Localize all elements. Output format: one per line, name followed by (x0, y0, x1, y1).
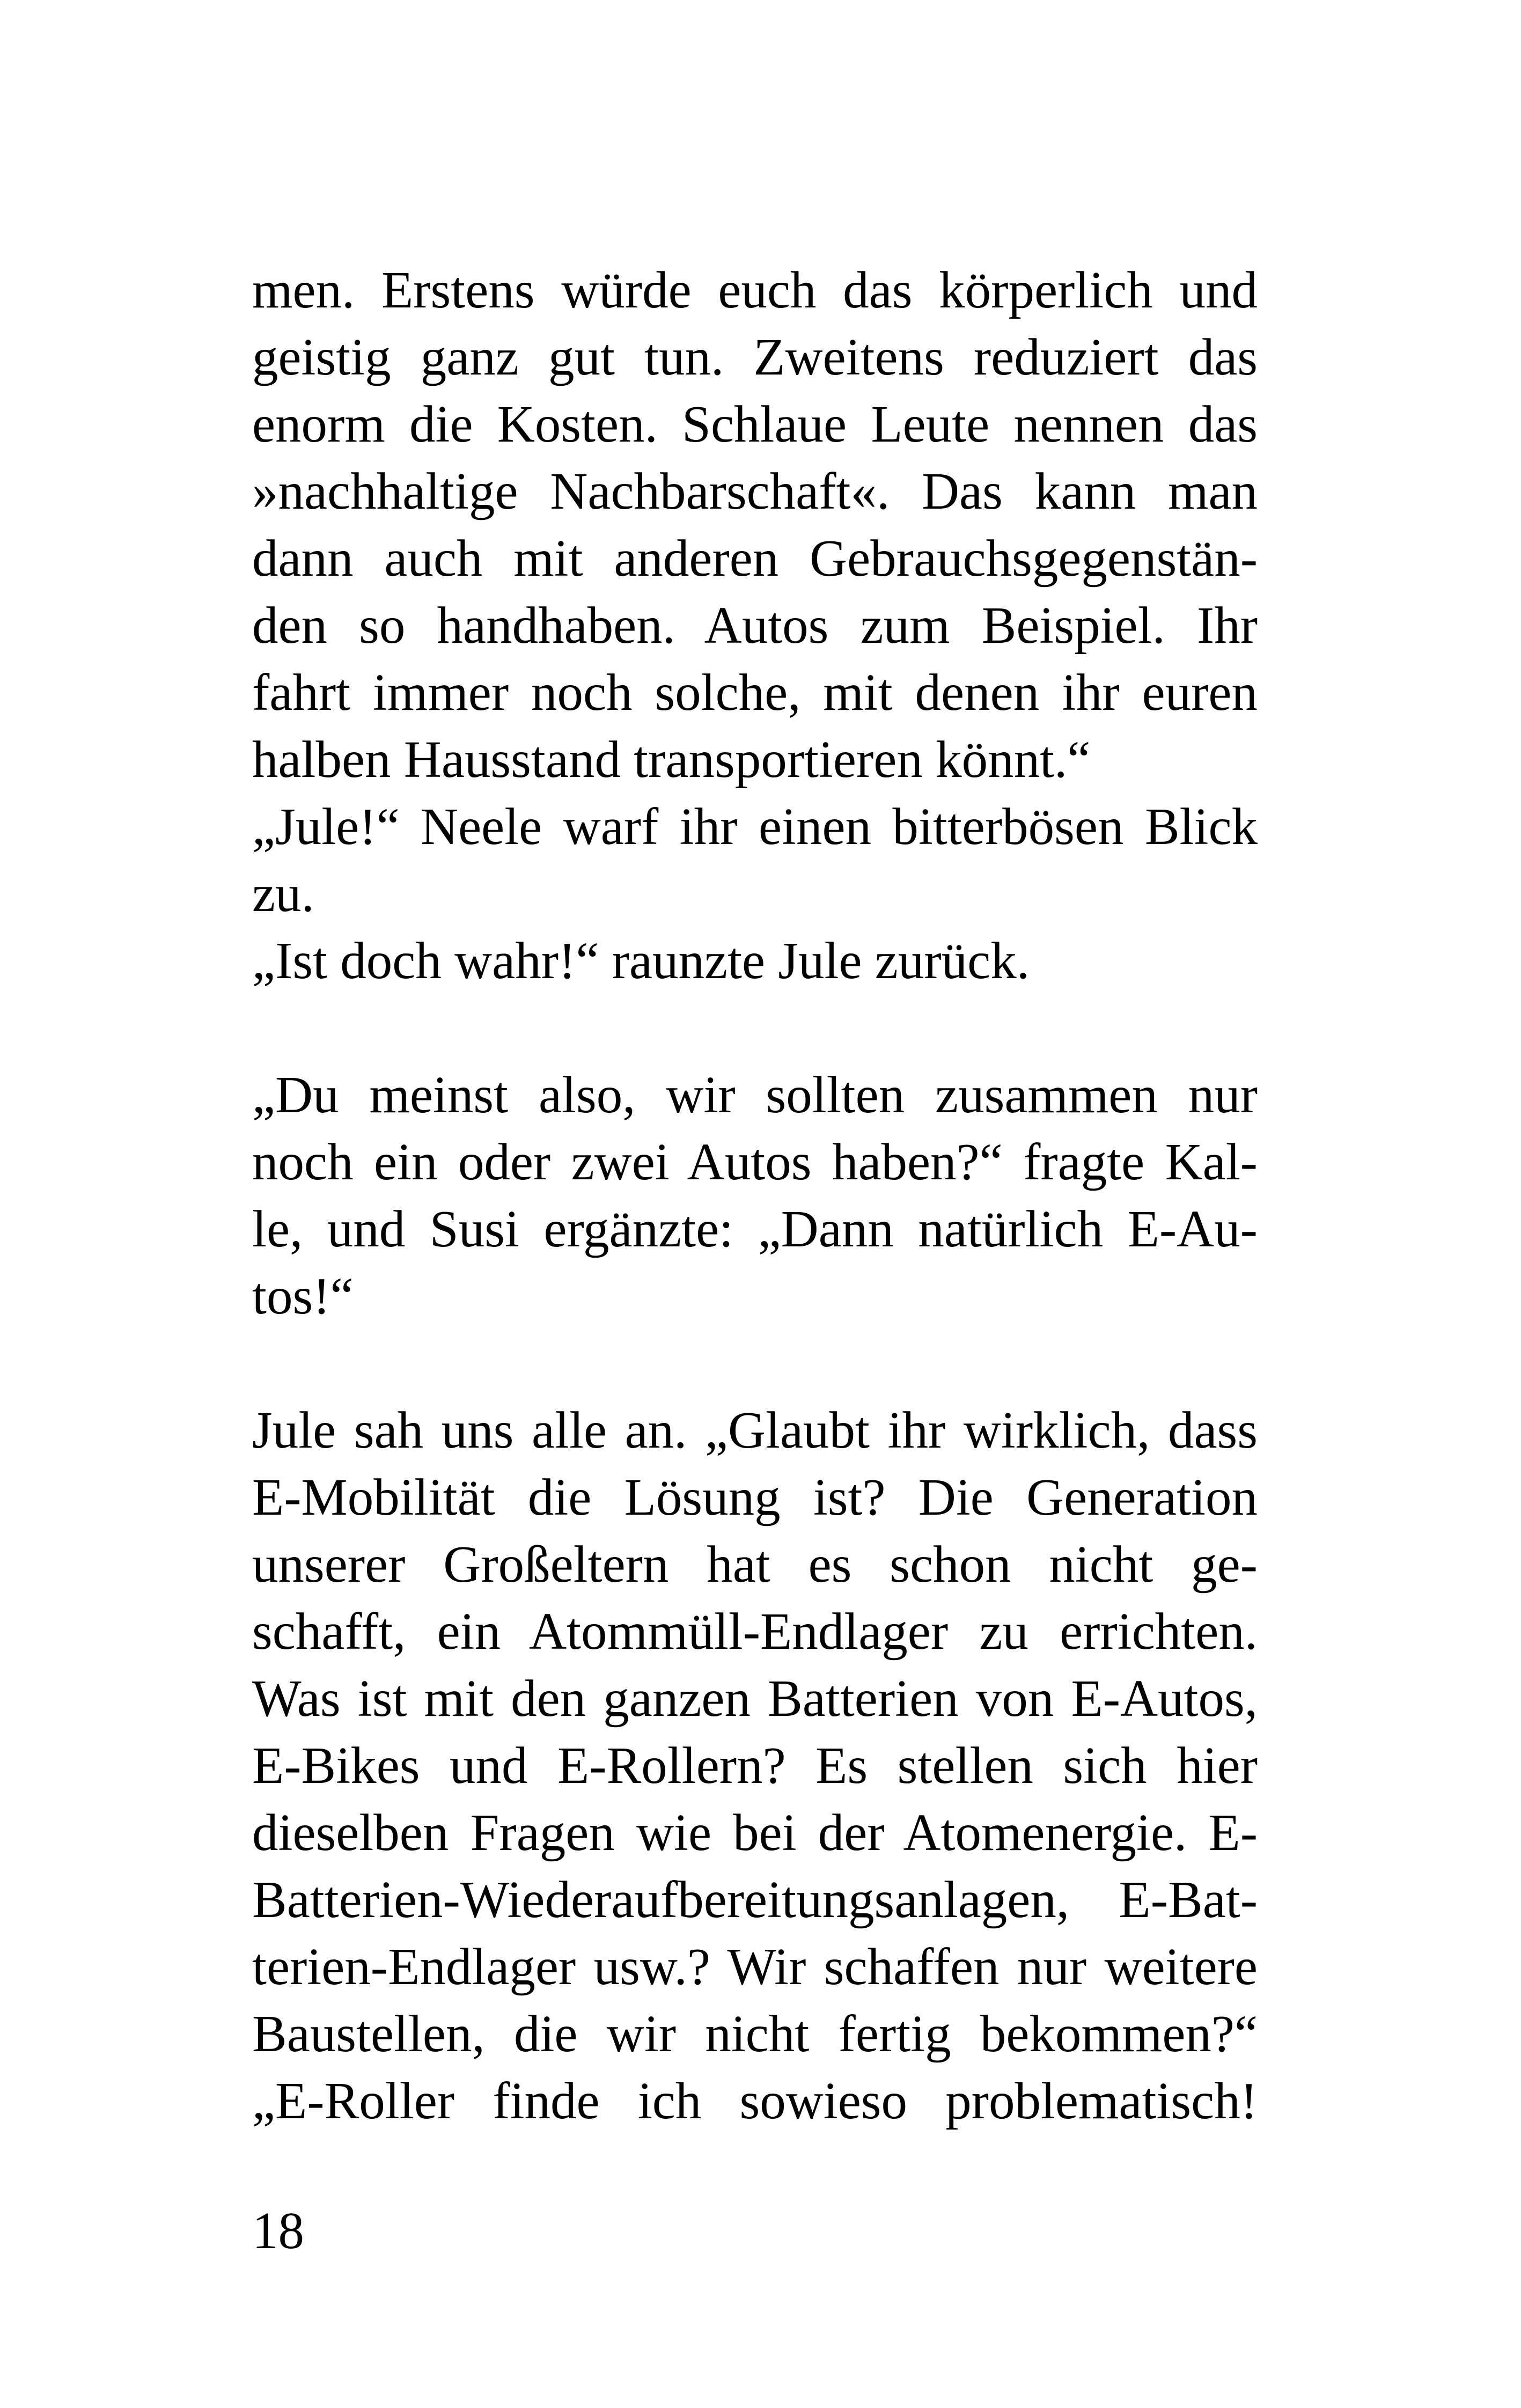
text-line: Batterien-Wiederaufbereitungsanlagen, E-Bat- (252, 1871, 1258, 1928)
text-line: Was ist mit den ganzen Batterien von E-Autos, (252, 1670, 1258, 1727)
text-line: schafft, ein Atommüll-Endlager zu errichten. (252, 1603, 1258, 1660)
text-line: fahrt immer noch solche, mit denen ihr euren (252, 664, 1258, 721)
text-line: „Ist doch wahr!“ raunzte Jule zurück. (252, 932, 1030, 989)
text-line: Jule sah uns alle an. „Glaubt ihr wirklich, dass (252, 1401, 1258, 1459)
text-line: den so handhaben. Autos zum Beispiel. Ihr (252, 597, 1258, 654)
text-line: enorm die Kosten. Schlaue Leute nennen das (252, 395, 1258, 453)
text-line: E-Mobilität die Lösung ist? Die Generation (252, 1469, 1258, 1526)
text-line: zu. (252, 865, 314, 922)
text-line: men. Erstens würde euch das körperlich und (252, 261, 1258, 319)
text-line: terien-Endlager usw.? Wir schaffen nur weitere (252, 1938, 1258, 1995)
text-line: dann auch mit anderen Gebrauchsgegenstän- (252, 530, 1258, 587)
text-line: „Jule!“ Neele warf ihr einen bitterbösen Blick (252, 798, 1258, 855)
page-number: 18 (252, 2202, 304, 2259)
text-line: »nachhaltige Nachbarschaft«. Das kann man (252, 462, 1258, 520)
text-line: noch ein oder zwei Autos haben?“ fragte Kal- (252, 1133, 1258, 1191)
text-line: E-Bikes und E-Rollern? Es stellen sich hier (252, 1737, 1258, 1794)
text-line: Baustellen, die wir nicht fertig bekommen?“ (252, 2005, 1258, 2062)
text-line: unserer Großeltern hat es schon nicht ge- (252, 1536, 1258, 1593)
text-line: „Du meinst also, wir sollten zusammen nur (252, 1066, 1258, 1124)
paragraph-gap (252, 994, 1258, 1061)
text-line: geistig ganz gut tun. Zweitens reduziert das (252, 328, 1258, 386)
text-line: halben Hausstand transportieren könnt.“ (252, 731, 1091, 788)
text-line: dieselben Fragen wie bei der Atomenergie. E- (252, 1804, 1258, 1861)
text-line: le, und Susi ergänzte: „Dann natürlich E-Au- (252, 1200, 1258, 1258)
text-line: „E-Roller finde ich sowieso problematisch! (252, 2072, 1258, 2130)
paragraph-gap (252, 1330, 1258, 1397)
body-text (252, 256, 1258, 2134)
text-line: tos!“ (252, 1267, 354, 1325)
